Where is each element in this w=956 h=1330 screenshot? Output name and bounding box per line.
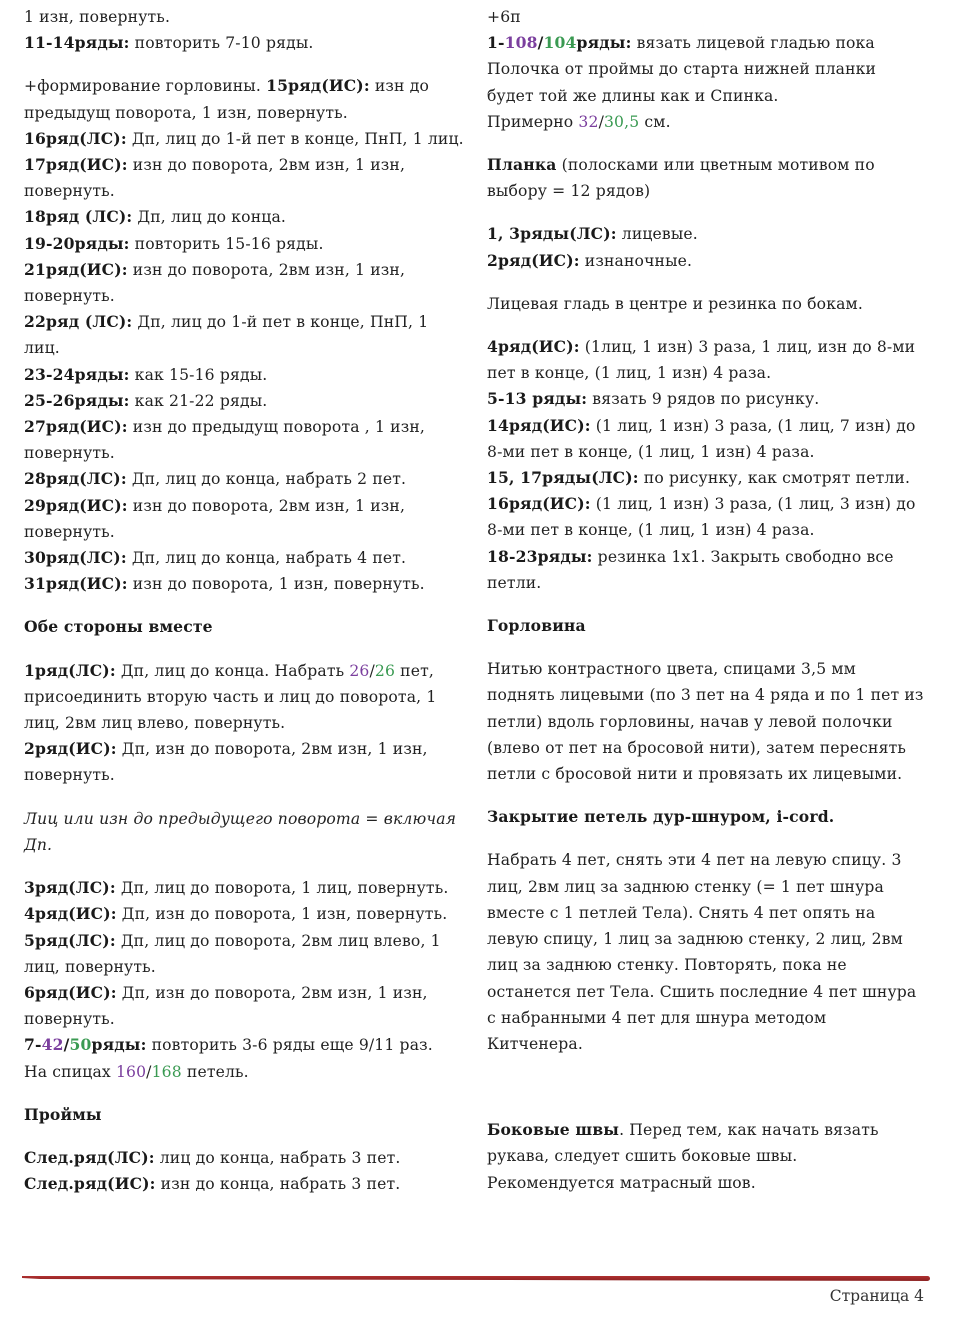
- section-heading: Закрытие петель дур-шнуром, i-cord.: [487, 807, 835, 827]
- text-line: +6п: [487, 8, 521, 26]
- row-instruction: 6ряд(ИС): Дп, изн до поворота, 2вм изн, 1 изн, повернуть.: [24, 982, 428, 1029]
- page-number: Страница 4: [829, 1287, 924, 1305]
- row-instruction: 23-24ряды: как 15-16 ряды.: [24, 364, 268, 384]
- section-heading: Горловина: [487, 616, 586, 636]
- row-instruction: 16ряд(ИС): (1 лиц, 1 изн) 3 раза, (1 лиц, 3 изн) до 8-ми пет в конце, (1 лиц, 1 изн) 4 раза.: [487, 494, 916, 540]
- row-instruction: 5-13 ряды: вязать 9 рядов по рисунку.: [487, 389, 820, 409]
- paragraph: Боковые швы. Перед тем, как начать вязать рукава, следует сшить боковые швы. Рекомендуется матрасный шов.: [487, 1120, 879, 1192]
- stitch-count: На спицах 160/168 петель.: [24, 1062, 249, 1081]
- row-instruction: 4ряд(ИС): Дп, изн до поворота, 1 изн, повернуть.: [24, 904, 448, 924]
- row-instruction: 2ряд(ИС): изнаночные.: [487, 250, 693, 270]
- row-instruction: 29ряд(ИС): изн до поворота, 2вм изн, 1 изн, повернуть.: [24, 495, 406, 541]
- row-instruction: 17ряд(ИС): изн до поворота, 2вм изн, 1 изн, повернуть.: [24, 155, 406, 201]
- row-instruction: 30ряд(ЛС): Дп, лиц до конца, набрать 4 пет.: [24, 548, 407, 568]
- paragraph: Нитью контрастного цвета, спицами 3,5 мм поднять лицевыми (по 3 пет на 4 ряда и по 1 пет из петли) вдоль горловины, начав у левой полочки (влево от пет на бросовой нити), затем переснять петли с бросовой нити и провязать их лицевыми.: [487, 660, 924, 784]
- row-instruction: 19-20ряды: повторить 15-16 ряды.: [24, 233, 324, 253]
- row-instruction: 27ряд(ИС): изн до предыдущ поворота , 1 изн, повернуть.: [24, 417, 426, 463]
- left-column: [24, 4, 464, 1197]
- row-instruction: 1, 3ряды(ЛС): лицевые.: [487, 224, 698, 244]
- row-instruction: 31ряд(ИС): изн до поворота, 1 изн, повернуть.: [24, 574, 425, 594]
- footer-rule: [22, 1276, 930, 1281]
- row-instruction: 25-26ряды: как 21-22 ряды.: [24, 390, 268, 410]
- row-instruction: 22ряд (ЛС): Дп, лиц до 1-й пет в конце, ПнП, 1 лиц.: [24, 312, 429, 358]
- row-instruction: 11-14ряды: повторить 7-10 ряды.: [24, 33, 314, 53]
- section-heading: Обе стороны вместе: [24, 617, 213, 637]
- italic-note: Лиц или изн до предыдущего поворота = включая Дп.: [24, 809, 457, 854]
- text-line: 1 изн, повернуть.: [24, 8, 171, 26]
- right-column: [487, 4, 927, 1196]
- row-instruction: 2ряд(ИС): Дп, изн до поворота, 2вм изн, 1 изн, повернуть.: [24, 739, 428, 785]
- row-instruction: 4ряд(ИС): (1лиц, 1 изн) 3 раза, 1 лиц, изн до 8-ми пет в конце, (1 лиц, 1 изн) 4 раза.: [487, 337, 916, 383]
- section-heading: Проймы: [24, 1104, 102, 1124]
- text-line: Лицевая гладь в центре и резинка по бокам.: [487, 294, 863, 313]
- row-instruction: 21ряд(ИС): изн до поворота, 2вм изн, 1 изн, повернуть.: [24, 259, 406, 306]
- paragraph: Набрать 4 пет, снять эти 4 пет на левую спицу. 3 лиц, 2вм лиц за заднюю стенку (= 1 пет шнура вместе с 1 петлей Тела). Снять 4 пет опять на левую спицу, 1 лиц за заднюю стенку, 2 лиц, 2вм лиц за заднюю стенку. Повторять, пока не останется пет Тела. Сшить последние 4 пет шнура с набранными 4 пет для шнура методом Китченера.: [487, 851, 917, 1053]
- section-heading: Планка (полосками или цветным мотивом по выбору = 12 рядов): [487, 155, 875, 201]
- row-instruction: 7-42/50ряды: повторить 3-6 ряды еще 9/11 раз.: [24, 1035, 433, 1055]
- row-instruction: 1ряд(ЛС): Дп, лиц до конца. Набрать 26/26 пет, присоединить вторую часть и лиц до поворота, 1 лиц, 2вм лиц влево, повернуть.: [24, 660, 437, 733]
- row-instruction: 18ряд (ЛС): Дп, лиц до конца.: [24, 207, 286, 227]
- row-instruction: 3ряд(ЛС): Дп, лиц до поворота, 1 лиц, повернуть.: [24, 878, 449, 898]
- row-instruction: 18-23ряды: резинка 1х1. Закрыть свободно все петли.: [487, 546, 894, 592]
- row-instruction: 16ряд(ЛС): Дп, лиц до 1-й пет в конце, ПнП, 1 лиц.: [24, 128, 464, 148]
- row-instruction: 15, 17ряды(ЛС): по рисунку, как смотрят петли.: [487, 468, 911, 488]
- row-instruction: 14ряд(ИС): (1 лиц, 1 изн) 3 раза, (1 лиц, 7 изн) до 8-ми пет в конце, (1 лиц, 1 изн) 4 раза.: [487, 415, 916, 461]
- row-instruction: След.ряд(ЛС): лиц до конца, набрать 3 пет.: [24, 1147, 401, 1167]
- row-instruction: +формирование горловины. 15ряд(ИС): изн до предыдущ поворота, 1 изн, повернуть.: [24, 76, 429, 122]
- measurement: Примерно 32/30,5 см.: [487, 112, 671, 131]
- row-instruction: След.ряд(ИС): изн до конца, набрать 3 пет.: [24, 1174, 401, 1194]
- row-instruction: 28ряд(ЛС): Дп, лиц до конца, набрать 2 пет.: [24, 469, 407, 489]
- row-instruction: 1-108/104ряды: вязать лицевой гладью пока Полочка от проймы до старта нижней планки будет той же длины как и Спинка.: [487, 33, 877, 105]
- row-instruction: 5ряд(ЛС): Дп, лиц до поворота, 2вм лиц влево, 1 лиц, повернуть.: [24, 930, 441, 976]
